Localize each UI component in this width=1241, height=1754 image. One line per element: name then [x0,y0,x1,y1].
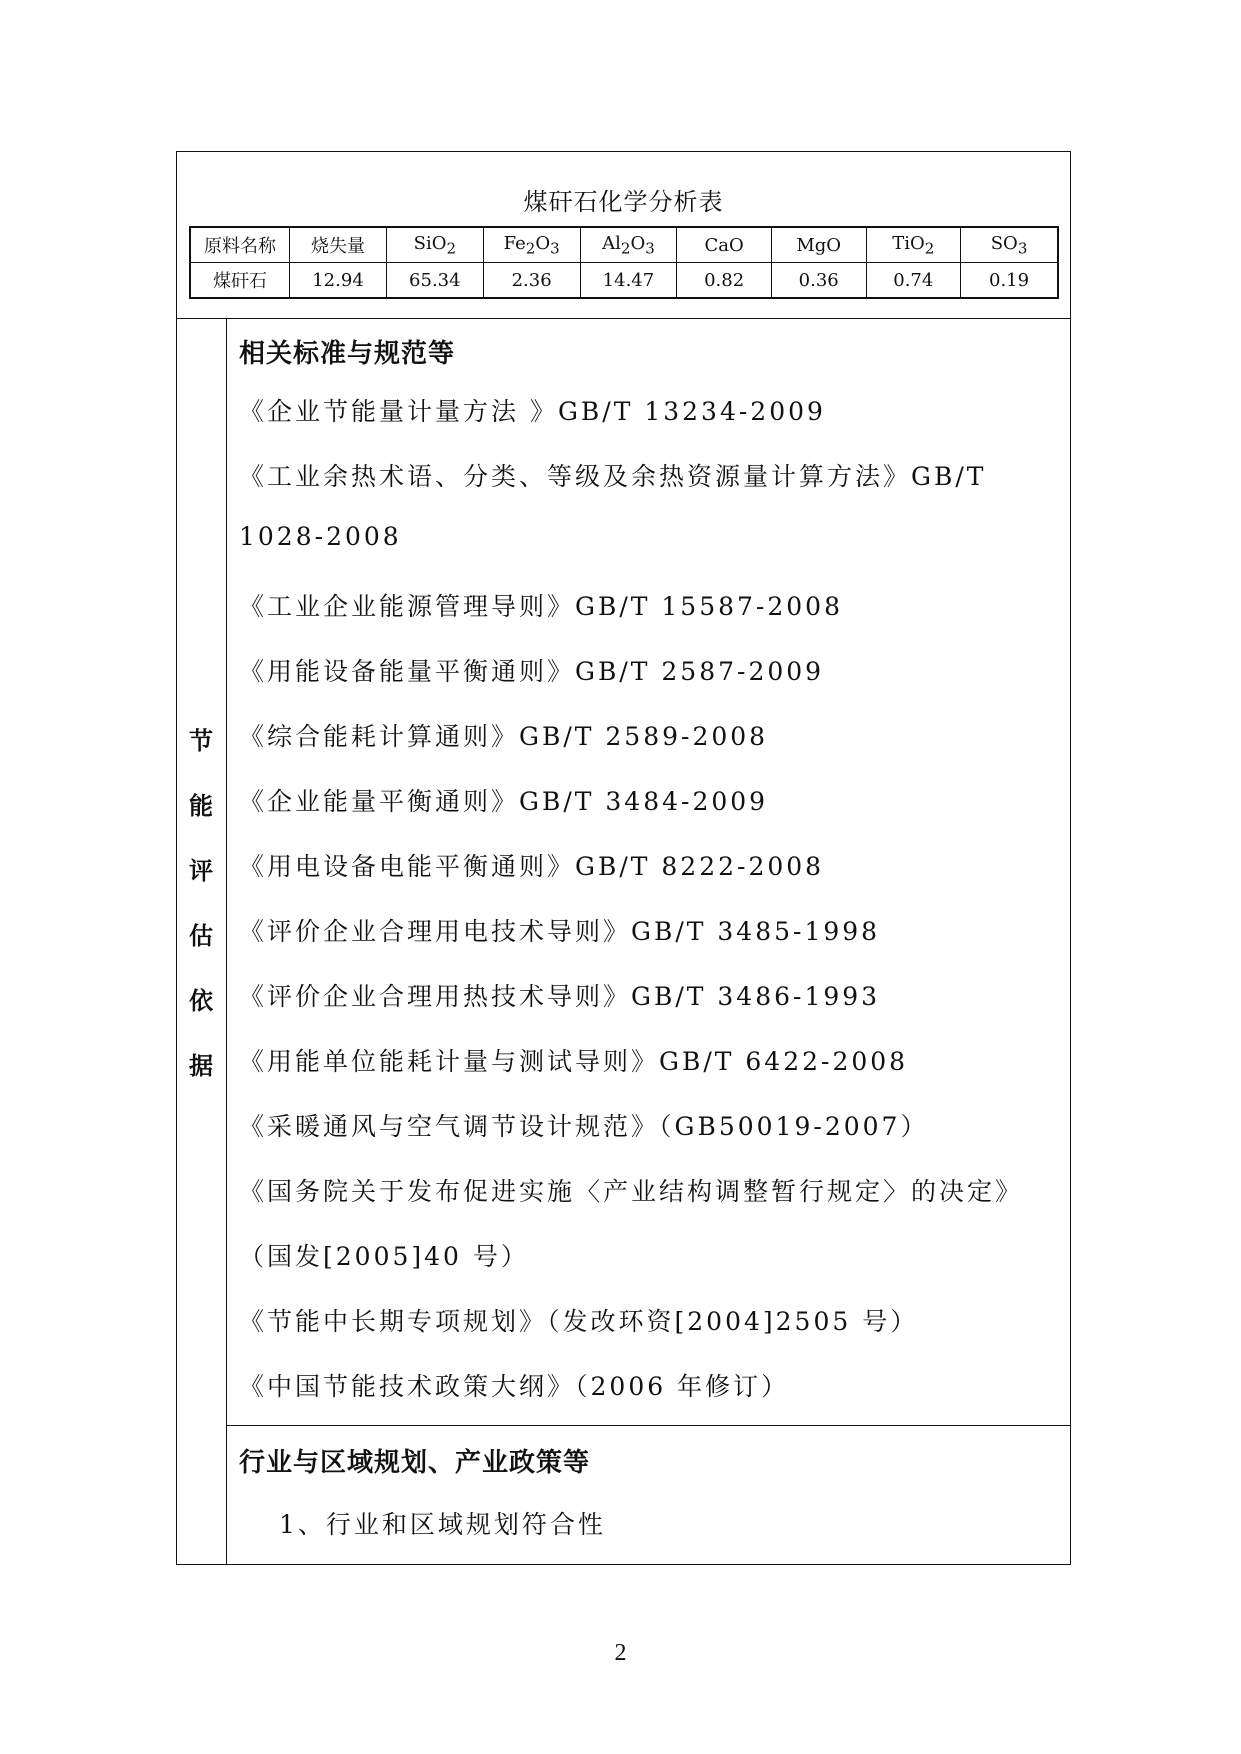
policy-item: 1、行业和区域规划符合性 [279,1510,606,1539]
header-cell: SiO$_2$ [386,227,483,263]
standard-line: 《工业余热术语、分类、等级及余热资源量计算方法》GB/T [239,462,987,491]
standard-line: 《国务院关于发布促进实施〈产业结构调整暂行规定〉的决定》 [239,1177,1024,1206]
analysis-section [177,152,1070,319]
standard-line: 《用电设备电能平衡通则》GB/T 8222-2008 [239,852,825,881]
table-cell: 12.94 [290,263,387,299]
table-cell: 0.82 [677,263,772,299]
standard-line: 1028-2008 [239,522,402,551]
header-cell: $SO_3$ [961,227,1058,263]
vertical-label-char: 评 [189,857,213,885]
standard-line: 《综合能耗计算通则》GB/T 2589-2008 [239,722,769,751]
table-cell: 0.19 [961,263,1058,299]
table-header-row [190,227,1058,263]
vertical-label-char: 据 [189,1052,213,1080]
header-cell: $Al_2O_3$ [580,227,677,263]
standard-line: 《中国节能技术政策大纲》（2006 年修订） [239,1372,790,1401]
vertical-label-column [177,319,227,1564]
vertical-label-char: 估 [189,922,213,950]
standard-line: 《评价企业合理用电技术导则》GB/T 3485-1998 [239,917,881,946]
table-cell: 2.36 [483,263,580,299]
standard-line: 《工业企业能源管理导则》GB/T 15587-2008 [239,592,843,621]
table-cell: 煤矸石 [190,263,290,299]
vertical-label-char: 能 [189,792,213,820]
header-cell: MgO [771,227,866,263]
standard-line: （国发[2005]40 号） [239,1242,529,1271]
header-cell: CaO [677,227,772,263]
vertical-label-char: 依 [189,987,213,1015]
analysis-table-title: 煤矸石化学分析表 [523,188,724,216]
table-cell: 65.34 [386,263,483,299]
header-cell: TiO$_2$ [866,227,961,263]
header-cell: 原料名称 [190,227,290,263]
standard-line: 《企业能量平衡通则》GB/T 3484-2009 [239,787,769,816]
header-cell: 烧失量 [290,227,387,263]
standard-line: 《企业节能量计量方法 》GB/T 13234-2009 [239,397,826,426]
standard-line: 《用能单位能耗计量与测试导则》GB/T 6422-2008 [239,1047,909,1076]
header-cell: $Fe_2O_3$ [483,227,580,263]
main-content [227,319,1070,1564]
vertical-label-char: 节 [189,727,213,755]
table-cell: 0.74 [866,263,961,299]
standard-line: 《用能设备能量平衡通则》GB/T 2587-2009 [239,657,825,686]
standards-heading: 相关标准与规范等 [239,339,456,369]
page-number: 2 [614,1640,627,1666]
table-row [190,263,1058,299]
policy-heading: 行业与区域规划、产业政策等 [239,1448,591,1478]
table-cell: 14.47 [580,263,677,299]
table-cell: 0.36 [771,263,866,299]
standard-line: 《采暖通风与空气调节设计规范》（GB50019-2007） [239,1112,929,1141]
standard-line: 《评价企业合理用热技术导则》GB/T 3486-1993 [239,982,881,1011]
chemical-analysis-table [189,226,1059,299]
section-divider [227,1425,1070,1426]
document-frame [176,151,1071,1565]
standard-line: 《节能中长期专项规划》（发改环资[2004]2505 号） [239,1307,919,1336]
